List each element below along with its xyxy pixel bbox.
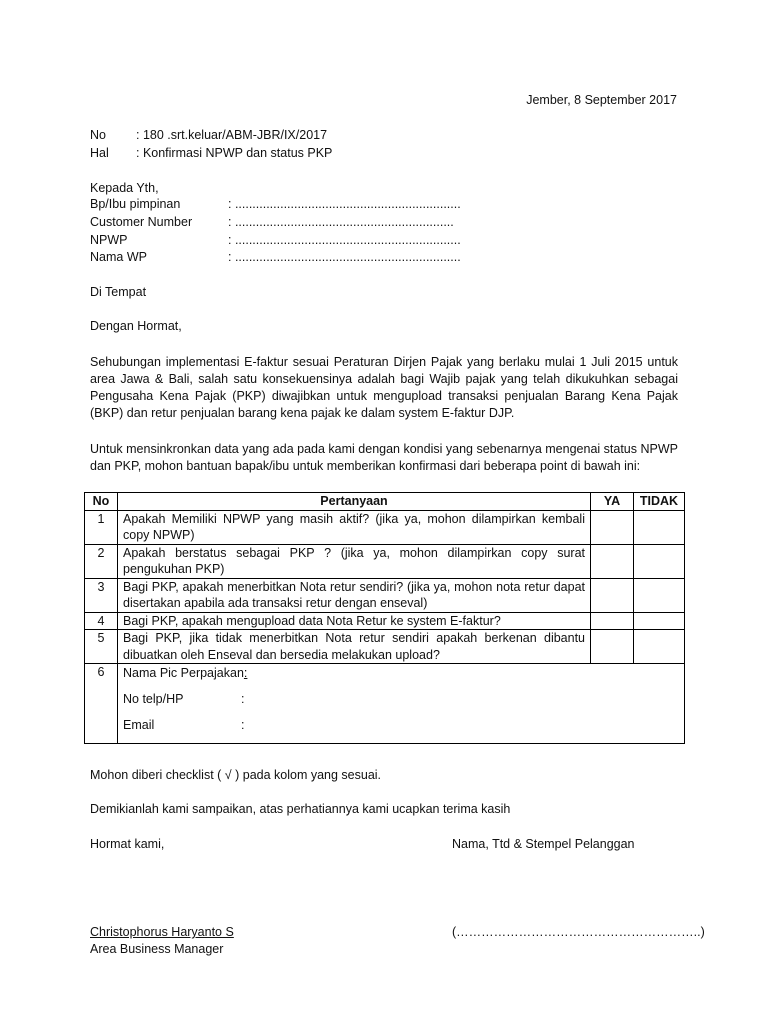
signer-name: Christophorus Haryanto S bbox=[90, 925, 234, 939]
row-question: Apakah Memiliki NPWP yang masih aktif? (jika ya, mohon dilampirkan kembali copy NPWP) bbox=[118, 510, 591, 544]
table-row bbox=[85, 612, 685, 630]
no-checkbox-cell[interactable] bbox=[634, 544, 685, 578]
subject-line bbox=[90, 145, 332, 162]
row-number: 5 bbox=[85, 630, 118, 664]
request-paragraph: Untuk mensinkronkan data yang ada pada kami dengan kondisi yang sebenarnya mengenai status NPWP dan PKP, mohon bantuan bapak/ibu untuk memberikan konfirmasi dari beberapa point di bawah ini: bbox=[90, 442, 678, 473]
signoff-left: Hormat kami, bbox=[90, 837, 165, 851]
customer-signature-line[interactable]: (…………………………………………………..) bbox=[452, 925, 705, 939]
pic-details bbox=[118, 664, 685, 744]
field-label: Nama WP bbox=[90, 250, 147, 264]
pic-phone-label: No telp/HP bbox=[123, 692, 184, 706]
signoff-right: Nama, Ttd & Stempel Pelanggan bbox=[452, 837, 635, 851]
pic-email-label: Email bbox=[123, 718, 155, 732]
field-value: : ................................................................. bbox=[228, 233, 461, 247]
row-number: 2 bbox=[85, 544, 118, 578]
confirmation-table bbox=[84, 492, 685, 744]
row-number: 6 bbox=[85, 664, 118, 744]
signer-title: Area Business Manager bbox=[90, 942, 224, 956]
row-number: 1 bbox=[85, 510, 118, 544]
header-yes: YA bbox=[591, 493, 634, 511]
recipient-field-customer-number bbox=[90, 214, 454, 231]
table-header-row bbox=[85, 493, 685, 511]
row-number: 3 bbox=[85, 578, 118, 612]
table-row bbox=[85, 544, 685, 578]
recipient-place: Di Tempat bbox=[90, 285, 147, 299]
pic-name-label: Nama Pic Perpajakan bbox=[123, 666, 244, 680]
header-question: Pertanyaan bbox=[118, 493, 591, 511]
recipient-field-nama-wp bbox=[90, 249, 461, 266]
yes-checkbox-cell[interactable] bbox=[591, 612, 634, 630]
no-checkbox-cell[interactable] bbox=[634, 510, 685, 544]
field-label: Bp/Ibu pimpinan bbox=[90, 197, 181, 211]
row-question: Bagi PKP, jika tidak menerbitkan Nota retur sendiri apakah berkenan dibantu dibuatkan oleh Enseval dan bersedia melakukan upload? bbox=[118, 630, 591, 664]
yes-checkbox-cell[interactable] bbox=[591, 544, 634, 578]
pic-name-line[interactable] bbox=[123, 665, 679, 691]
pic-email-line[interactable] bbox=[123, 717, 679, 743]
row-question: Bagi PKP, apakah mengupload data Nota Retur ke system E-faktur? bbox=[118, 612, 591, 630]
field-label: NPWP bbox=[90, 233, 128, 247]
row-number: 4 bbox=[85, 612, 118, 630]
no-checkbox-cell[interactable] bbox=[634, 578, 685, 612]
table-row-pic bbox=[85, 664, 685, 744]
yes-checkbox-cell[interactable] bbox=[591, 510, 634, 544]
table-row bbox=[85, 630, 685, 664]
recipient-field-npwp bbox=[90, 232, 461, 249]
header-no: No bbox=[85, 493, 118, 511]
field-value: : ............................................................... bbox=[228, 215, 454, 229]
table-row bbox=[85, 510, 685, 544]
field-value: : ................................................................. bbox=[228, 197, 461, 211]
row-question: Bagi PKP, apakah menerbitkan Nota retur sendiri? (jika ya, mohon nota retur dapat disertakan apabila ada transaksi retur dengan enseval) bbox=[118, 578, 591, 612]
reference-number bbox=[90, 127, 327, 144]
salutation: Dengan Hormat, bbox=[90, 319, 182, 333]
recipient-greeting: Kepada Yth, bbox=[90, 181, 159, 195]
intro-paragraph: Sehubungan implementasi E-faktur sesuai Peraturan Dirjen Pajak yang berlaku mulai 1 Juli 2015 untuk area Jawa & Bali, salah satu konsekuensinya adalah bagi Wajib pajak yang telah dikukuhkan sebagai Pengusaha Kena Pajak (PKP) diwajibkan untuk mengupload transaksi penjualan Barang Kena Pajak (BKP) dan retur penjualan barang kena pajak ke dalam system E-faktur DJP. bbox=[90, 355, 678, 420]
pic-phone-line[interactable] bbox=[123, 691, 679, 717]
yes-checkbox-cell[interactable] bbox=[591, 578, 634, 612]
header-tidak: TIDAK bbox=[634, 493, 685, 511]
reference-number-label: No bbox=[90, 128, 106, 142]
recipient-field-leader bbox=[90, 196, 461, 213]
reference-number-value: : 180 .srt.keluar/ABM-JBR/IX/2017 bbox=[136, 128, 328, 142]
subject-value: : Konfirmasi NPWP dan status PKP bbox=[136, 146, 333, 160]
field-value: : ................................................................. bbox=[228, 250, 461, 264]
no-checkbox-cell[interactable] bbox=[634, 612, 685, 630]
no-checkbox-cell[interactable] bbox=[634, 630, 685, 664]
pic-email-colon: : bbox=[241, 718, 245, 732]
subject-label: Hal bbox=[90, 146, 109, 160]
closing-sentence: Demikianlah kami sampaikan, atas perhatiannya kami ucapkan terima kasih bbox=[90, 802, 511, 816]
pic-phone-colon: : bbox=[241, 692, 245, 706]
table-row bbox=[85, 578, 685, 612]
letter-date: Jember, 8 September 2017 bbox=[526, 93, 677, 107]
pic-name-colon: : bbox=[243, 666, 248, 680]
checklist-note: Mohon diberi checklist ( √ ) pada kolom yang sesuai. bbox=[90, 768, 382, 782]
field-label: Customer Number bbox=[90, 215, 193, 229]
yes-checkbox-cell[interactable] bbox=[591, 630, 634, 664]
row-question: Apakah berstatus sebagai PKP ? (jika ya, mohon dilampirkan copy surat pengukuhan PKP) bbox=[118, 544, 591, 578]
